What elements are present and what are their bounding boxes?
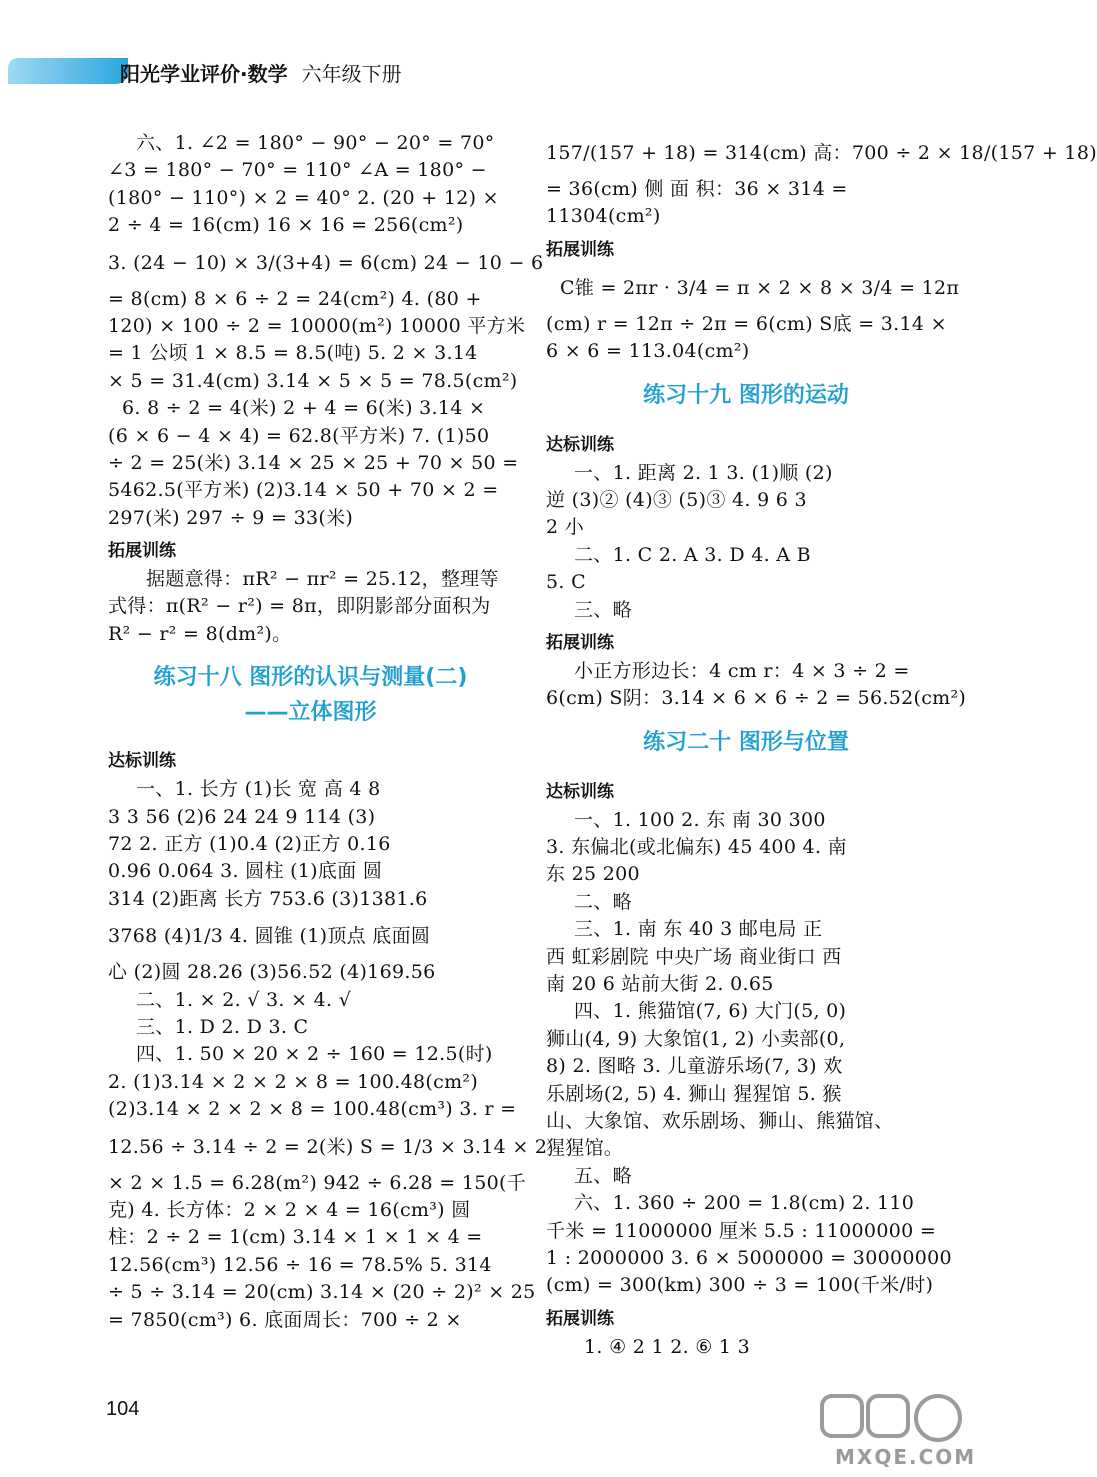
text-line: 12.56 ÷ 3.14 ÷ 2 = 2(米) S = 1/3 × 3.14 × 2	[108, 1135, 548, 1158]
text-line: 一、1. 长方 (1)长 宽 高 4 8	[136, 778, 381, 801]
text-line: 狮山(4, 9) 大象馆(1, 2) 小卖部(0,	[546, 1027, 846, 1050]
text-line: 一、1. 100 2. 东 南 30 300	[574, 808, 826, 831]
text-line: 120) × 100 ÷ 2 = 10000(m²) 10000 平方米	[108, 314, 526, 337]
section-title-19: 练习十九 图形的运动	[643, 382, 849, 408]
section-subtitle-18: ——立体图形	[244, 700, 377, 726]
text-line: 3 3 56 (2)6 24 24 9 114 (3)	[108, 805, 376, 828]
text-line: 3. (24 − 10) × 3/(3+4) = 6(cm) 24 − 10 − 6	[108, 251, 544, 274]
text-line: 1 : 2000000 3. 6 × 5000000 = 30000000	[546, 1246, 952, 1269]
subheading-extension: 拓展训练	[546, 239, 614, 260]
text-line: 314 (2)距离 长方 753.6 (3)1381.6	[108, 887, 428, 910]
text-line: 三、1. D 2. D 3. C	[136, 1015, 309, 1038]
text-line: = 8(cm) 8 × 6 ÷ 2 = 24(cm²) 4. (80 +	[108, 287, 482, 310]
text-line: 2. (1)3.14 × 2 × 2 × 8 = 100.48(cm²)	[108, 1070, 479, 1093]
text-line: 三、1. 南 东 40 3 邮电局 正	[574, 918, 823, 941]
text-line: (2)3.14 × 2 × 2 × 8 = 100.48(cm³) 3. r =	[108, 1098, 517, 1121]
text-line: 二、1. × 2. √ 3. × 4. √	[136, 988, 352, 1011]
text-line: C锥 = 2πr · 3/4 = π × 2 × 8 × 3/4 = 12π	[560, 276, 960, 299]
text-line: 5. C	[546, 571, 586, 594]
text-line: 5462.5(平方米) (2)3.14 × 50 + 70 × 2 =	[108, 479, 499, 502]
text-line: 五、略	[574, 1164, 632, 1187]
text-line: 6(cm) S阴：3.14 × 6 × 6 ÷ 2 = 56.52(cm²)	[546, 687, 967, 710]
text-line: 一、1. 距离 2. 1 3. (1)顺 (2)	[574, 461, 833, 484]
section-title-18: 练习十八 图形的认识与测量(二)	[153, 665, 468, 691]
spacer	[546, 414, 946, 426]
spacer	[108, 730, 513, 742]
text-line: 南 20 6 站前大街 2. 0.65	[546, 973, 774, 996]
text-line: = 36(cm) 侧 面 积：36 × 314 =	[546, 178, 848, 200]
text-line: 四、1. 熊猫馆(7, 6) 大门(5, 0)	[574, 1000, 847, 1023]
right-column	[546, 130, 1097, 1361]
text-line: (180° − 110°) × 2 = 40° 2. (20 + 12) ×	[108, 186, 499, 209]
text-line: (6 × 6 − 4 × 4) = 62.8(平方米) 7. (1)50	[108, 424, 490, 447]
text-line: 千米 = 11000000 厘米 5.5 : 11000000 =	[546, 1219, 937, 1242]
text-line: 逆 (3)② (4)③ (5)③ 4. 9 6 3	[546, 488, 807, 511]
text-line: 8) 2. 图略 3. 儿童游乐场(7, 3) 欢	[546, 1055, 843, 1078]
text-line: 山、大象馆、欢乐剧场、狮山、熊猫馆、	[546, 1109, 894, 1132]
text-line: = 7850(cm³) 6. 底面周长：700 ÷ 2 ×	[108, 1308, 462, 1331]
text-line: 2 ÷ 4 = 16(cm) 16 × 16 = 256(cm²)	[108, 214, 464, 237]
book-title: 阳光学业评价·数学	[120, 62, 288, 86]
grade-label: 六年级下册	[301, 62, 402, 86]
text-line: 0.96 0.064 3. 圆柱 (1)底面 圆	[108, 860, 383, 883]
text-line: 1. ④ 2 1 2. ⑥ 1 3	[584, 1335, 751, 1358]
text-line: 6. 8 ÷ 2 = 4(米) 2 + 4 = 6(米) 3.14 ×	[122, 397, 486, 420]
text-line: 三、略	[574, 598, 632, 621]
text-line: 12.56(cm³) 12.56 ÷ 16 = 78.5% 5. 314	[108, 1253, 492, 1276]
text-line: 猩猩馆。	[546, 1137, 624, 1160]
text-line: 二、1. C 2. A 3. D 4. A B	[574, 543, 811, 566]
subheading-extension: 拓展训练	[108, 541, 176, 562]
text-line: ÷ 2 = 25(米) 3.14 × 25 × 25 + 70 × 50 =	[108, 451, 519, 474]
text-line: × 2 × 1.5 = 6.28(m²) 942 ÷ 6.28 = 150(千	[108, 1171, 527, 1194]
page-header	[0, 48, 402, 88]
spacer	[546, 366, 946, 378]
subheading-extension: 拓展训练	[546, 632, 614, 653]
text-line: 157/(157 + 18) = 314(cm) 高：700 ÷ 2 × 18/(157 + 18)	[546, 142, 1097, 164]
text-line: 72 2. 正方 (1)0.4 (2)正方 0.16	[108, 833, 391, 856]
text-line: 二、略	[574, 890, 632, 913]
subheading-standard: 达标训练	[108, 751, 176, 772]
text-line: 西 虹彩剧院 中央广场 商业街口 西	[546, 945, 842, 968]
watermark-text: MXQE.COM	[835, 1445, 977, 1469]
text-line: 乐剧场(2, 5) 4. 狮山 猩猩馆 5. 猴	[546, 1082, 842, 1105]
text-line: × 5 = 31.4(cm) 3.14 × 5 × 5 = 78.5(cm²)	[108, 369, 518, 392]
spacer	[546, 761, 946, 773]
subheading-extension: 拓展训练	[546, 1308, 614, 1329]
header-banner	[8, 58, 128, 84]
text-line: 柱：2 ÷ 2 = 1(cm) 3.14 × 1 × 1 × 4 =	[108, 1226, 483, 1249]
text-line: R² − r² = 8(dm²)。	[108, 622, 292, 645]
text-line: 四、1. 50 × 20 × 2 ÷ 160 = 12.5(时)	[136, 1043, 493, 1066]
text-line: 3768 (4)1/3 4. 圆锥 (1)顶点 底面圆	[108, 925, 431, 948]
subheading-standard: 达标训练	[546, 781, 614, 802]
text-line: 克) 4. 长方体：2 × 2 × 4 = 16(cm³) 圆	[108, 1198, 471, 1221]
text-line: = 1 公顷 1 × 8.5 = 8.5(吨) 5. 2 × 3.14	[108, 342, 478, 365]
text-line: 2 小	[546, 516, 585, 539]
page-number: 104	[106, 1398, 140, 1420]
text-line: 297(米) 297 ÷ 9 = 33(米)	[108, 506, 354, 529]
text-line: 6 × 6 = 113.04(cm²)	[546, 340, 750, 363]
text-line: 据题意得：πR² − πr² = 25.12，整理等	[146, 568, 499, 591]
text-line: 东 25 200	[546, 863, 640, 886]
text-line: 3. 东偏北(或北偏东) 45 400 4. 南	[546, 836, 847, 859]
subheading-standard: 达标训练	[546, 434, 614, 455]
text-line: 六、1. ∠2 = 180° − 90° − 20° = 70°	[136, 132, 495, 154]
text-line: ∠3 = 180° − 70° = 110° ∠A = 180° −	[108, 159, 487, 182]
text-line: (cm) r = 12π ÷ 2π = 6(cm) S底 = 3.14 ×	[546, 312, 947, 335]
section-title-20: 练习二十 图形与位置	[643, 729, 849, 755]
header-title	[120, 58, 402, 87]
text-line: ÷ 5 ÷ 3.14 = 20(cm) 3.14 × (20 ÷ 2)² × 25	[108, 1281, 536, 1304]
text-line: 小正方形边长：4 cm r：4 × 3 ÷ 2 =	[574, 659, 910, 682]
spacer	[108, 648, 513, 660]
text-line: (cm) = 300(km) 300 ÷ 3 = 100(千米/时)	[546, 1274, 934, 1297]
left-column	[108, 130, 548, 1334]
text-line: 11304(cm²)	[546, 205, 661, 228]
text-line: 式得：π(R² − r²) = 8π，即阴影部分面积为	[108, 595, 491, 618]
text-line: 心 (2)圆 28.26 (3)56.52 (4)169.56	[108, 961, 436, 984]
spacer	[546, 713, 946, 725]
text-line: 六、1. 360 ÷ 200 = 1.8(cm) 2. 110	[574, 1192, 915, 1215]
